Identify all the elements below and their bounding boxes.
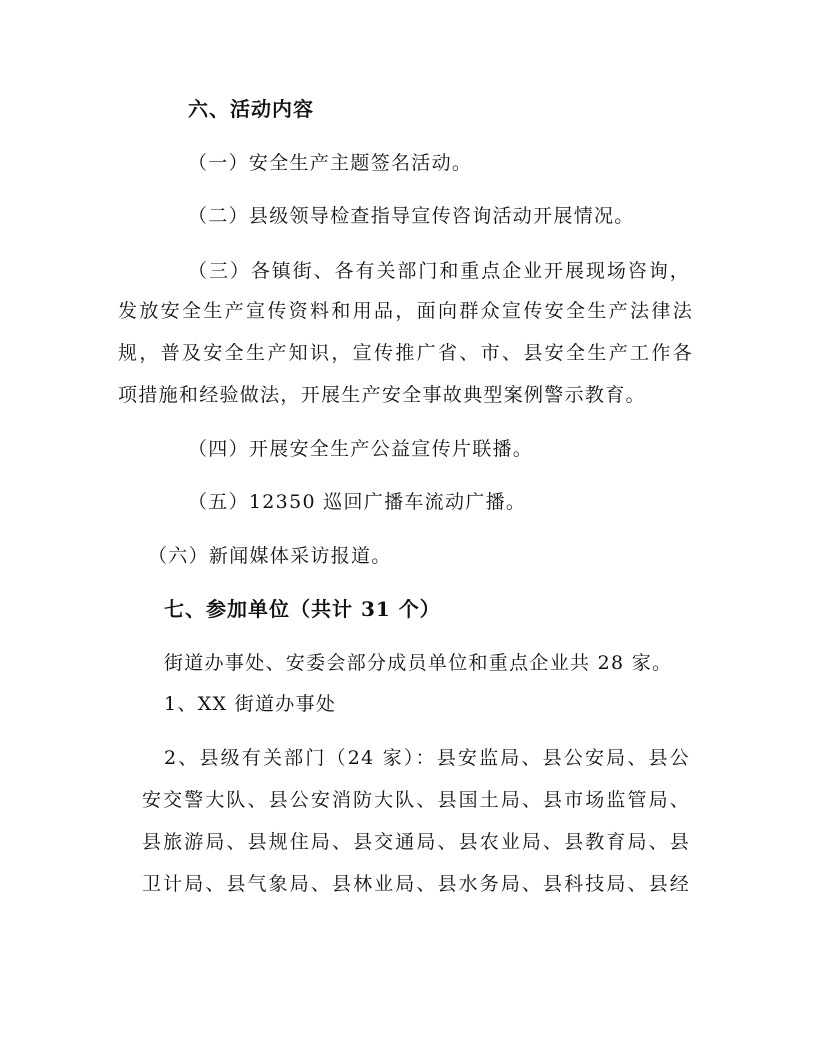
paragraph-item-6: （六）新闻媒体采访报道。 <box>148 545 392 567</box>
paragraph-item-3-line-4: 项措施和经验做法，开展生产安全事故典型案例警示教育。 <box>118 384 646 406</box>
section-heading-activities: 六、活动内容 <box>188 97 314 121</box>
paragraph-item-2: （二）县级领导检查指导宣传咨询活动开展情况。 <box>188 205 635 227</box>
paragraph-item-5: （五）12350 巡回广播车流动广播。 <box>188 491 527 513</box>
section-heading-participants: 七、参加单位（共计 31 个） <box>164 597 441 621</box>
paragraph-list-item-2-line-2: 安交警大队、县公安消防大队、县国土局、县市场监管局、 <box>142 789 690 811</box>
paragraph-item-3-line-2: 发放安全生产宣传资料和用品，面向群众宣传安全生产法律法 <box>118 300 693 322</box>
paragraph-item-1: （一）安全生产主题签名活动。 <box>188 152 473 174</box>
paragraph-item-3-line-1: （三）各镇街、各有关部门和重点企业开展现场咨询， <box>188 260 690 282</box>
paragraph-list-item-2-line-4: 卫计局、县气象局、县林业局、县水务局、县科技局、县经 <box>142 873 690 895</box>
paragraph-list-item-2-line-3: 县旅游局、县规住局、县交通局、县农业局、县教育局、县 <box>142 831 690 853</box>
paragraph-item-3-line-3: 规，普及安全生产知识，宣传推广省、市、县安全生产工作各 <box>118 342 693 364</box>
paragraph-list-item-2-line-1: 2、县级有关部门（24 家）：县安监局、县公安局、县公 <box>164 747 690 769</box>
paragraph-list-item-1: 1、XX 街道办事处 <box>164 693 337 715</box>
paragraph-summary: 街道办事处、安委会部分成员单位和重点企业共 28 家。 <box>164 652 673 674</box>
paragraph-item-4: （四）开展安全生产公益宣传片联播。 <box>188 438 534 460</box>
